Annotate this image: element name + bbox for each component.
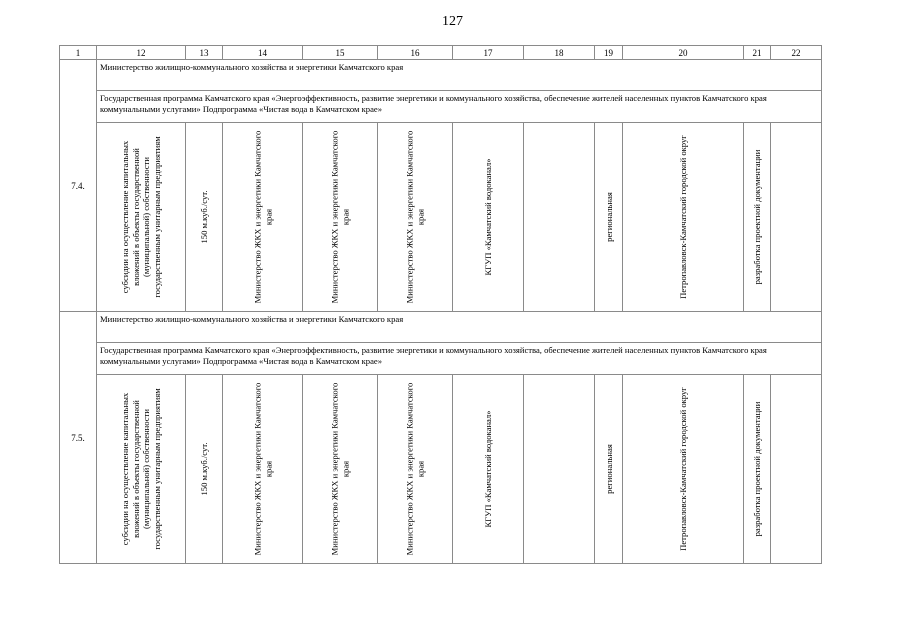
cell-col-17 bbox=[453, 375, 524, 564]
cell-col-18 bbox=[524, 375, 595, 564]
header-cell: 22 bbox=[771, 46, 822, 60]
header-cell: 21 bbox=[744, 46, 771, 60]
program-name: Государственная программа Камчатского края «Энергоэффективность, развитие энергетики и коммунального хозяйства, обеспечение жителей населенных пунктов Камчатского края коммунальными услугами» Подпрограмма «Чистая вода в Камчатском крае» bbox=[97, 91, 822, 123]
cell-text: региональная bbox=[603, 444, 614, 494]
cell-col-22 bbox=[771, 375, 822, 564]
cell-text: Петропавловск-Камчатский городской округ bbox=[677, 387, 688, 551]
page-number: 127 bbox=[442, 14, 463, 29]
table-row bbox=[60, 60, 822, 91]
cell-text: КГУП «Камчатский водоканал» bbox=[482, 158, 493, 276]
ministry-name: Министерство жилищно-коммунального хозяйства и энергетики Камчатского края bbox=[97, 60, 822, 91]
cell-col-12 bbox=[97, 375, 186, 564]
cell-col-21 bbox=[744, 375, 771, 564]
cell-col-13 bbox=[186, 375, 223, 564]
cell-col-16 bbox=[378, 375, 453, 564]
cell-col-19 bbox=[595, 123, 623, 312]
cell-text: КГУП «Камчатский водоканал» bbox=[482, 410, 493, 528]
cell-text: Министерство ЖКХ и энергетики Камчатского края bbox=[329, 382, 350, 556]
table-row bbox=[60, 343, 822, 375]
cell-col-21 bbox=[744, 123, 771, 312]
cell-text: Министерство ЖКХ и энергетики Камчатского края bbox=[404, 130, 425, 304]
row-index: 7.5. bbox=[60, 312, 97, 564]
cell-text: Министерство ЖКХ и энергетики Камчатского края bbox=[404, 382, 425, 556]
cell-text: Министерство ЖКХ и энергетики Камчатского края bbox=[329, 130, 350, 304]
cell-col-20 bbox=[623, 123, 744, 312]
cell-text: Петропавловск-Камчатский городской округ bbox=[677, 135, 688, 299]
header-cell: 16 bbox=[378, 46, 453, 60]
cell-col-15 bbox=[303, 375, 378, 564]
header-cell: 13 bbox=[186, 46, 223, 60]
cell-col-13 bbox=[186, 123, 223, 312]
header-cell: 15 bbox=[303, 46, 378, 60]
cell-text: Министерство ЖКХ и энергетики Камчатского края bbox=[252, 130, 273, 304]
cell-col-22 bbox=[771, 123, 822, 312]
cell-col-19 bbox=[595, 375, 623, 564]
header-cell: 18 bbox=[524, 46, 595, 60]
ministry-name: Министерство жилищно-коммунального хозяйства и энергетики Камчатского края bbox=[97, 312, 822, 343]
cell-col-16 bbox=[378, 123, 453, 312]
cell-text: региональная bbox=[603, 192, 614, 242]
cell-col-15 bbox=[303, 123, 378, 312]
cell-text: разработка проектной документации bbox=[751, 401, 762, 537]
cell-col-14 bbox=[223, 123, 303, 312]
data-table bbox=[59, 45, 822, 564]
header-cell: 12 bbox=[97, 46, 186, 60]
table-row bbox=[60, 123, 822, 312]
header-cell: 1 bbox=[60, 46, 97, 60]
header-cell: 17 bbox=[453, 46, 524, 60]
cell-text: субсидии на осуществление капитальных вложений в объекты государственной (муниципальной) собственности государственным унитарным предприятиям bbox=[120, 388, 162, 550]
cell-col-12 bbox=[97, 123, 186, 312]
cell-text: 150 м.куб./сут. bbox=[198, 190, 209, 244]
table-row bbox=[60, 91, 822, 123]
header-cell: 19 bbox=[595, 46, 623, 60]
cell-col-20 bbox=[623, 375, 744, 564]
cell-text: 150 м.куб./сут. bbox=[198, 442, 209, 496]
header-row bbox=[60, 46, 822, 60]
cell-text: Министерство ЖКХ и энергетики Камчатского края bbox=[252, 382, 273, 556]
program-name: Государственная программа Камчатского края «Энергоэффективность, развитие энергетики и коммунального хозяйства, обеспечение жителей населенных пунктов Камчатского края коммунальными услугами» Подпрограмма «Чистая вода в Камчатском крае» bbox=[97, 343, 822, 375]
cell-col-18 bbox=[524, 123, 595, 312]
row-index: 7.4. bbox=[60, 60, 97, 312]
cell-col-17 bbox=[453, 123, 524, 312]
table-row bbox=[60, 312, 822, 343]
cell-text: субсидии на осуществление капитальных вложений в объекты государственной (муниципальной) собственности государственным унитарным предприятиям bbox=[120, 136, 162, 298]
cell-col-14 bbox=[223, 375, 303, 564]
header-cell: 20 bbox=[623, 46, 744, 60]
header-cell: 14 bbox=[223, 46, 303, 60]
cell-text: разработка проектной документации bbox=[751, 149, 762, 285]
table-row bbox=[60, 375, 822, 564]
